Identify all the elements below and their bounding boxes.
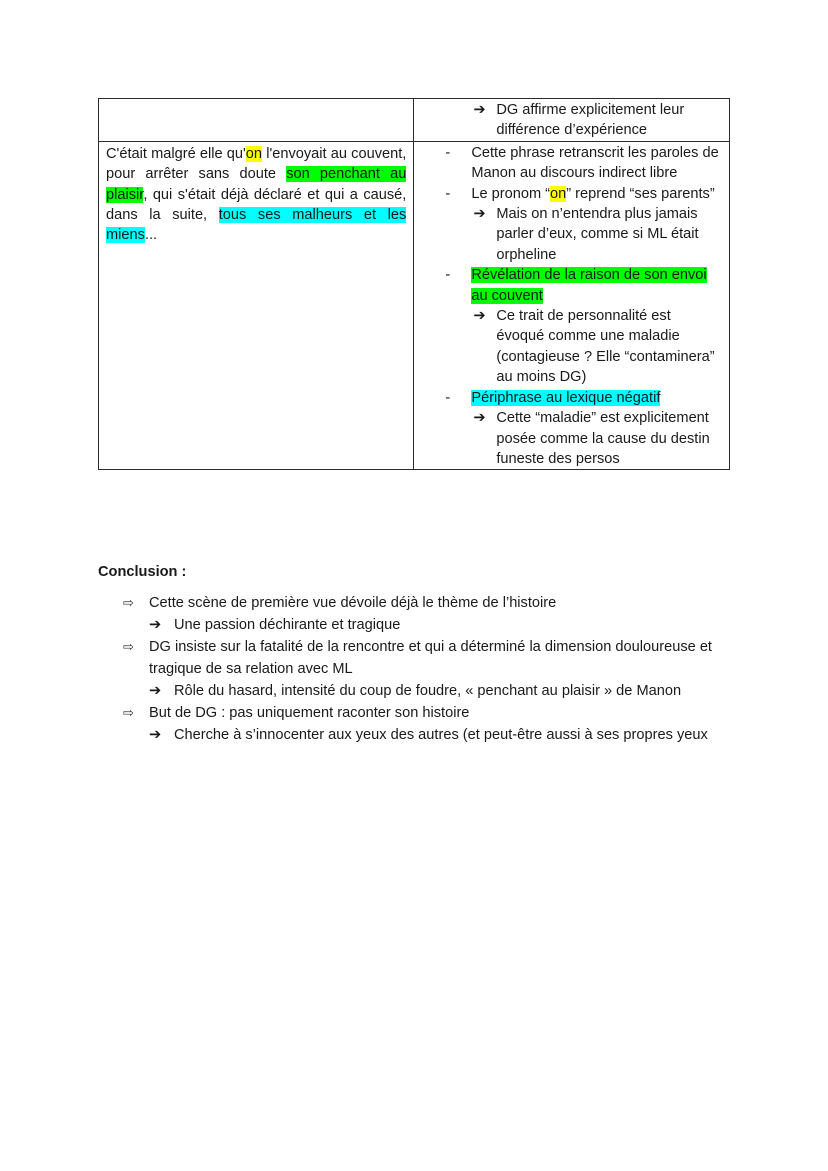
conclusion-subpoint: ➔ Rôle du hasard, intensité du coup de foudre, « penchant au plaisir » de Manon bbox=[98, 680, 738, 702]
conclusion-subpoint: ➔ Cherche à s’innocenter aux yeux des autres (et peut-être aussi à ses propres yeux bbox=[98, 724, 738, 746]
highlight-cyan: tous ses malheurs et les miens bbox=[106, 207, 407, 244]
table-row bbox=[99, 99, 730, 142]
hollow-arrow-icon: ⇨ bbox=[123, 639, 134, 654]
arrow-point: ➔ DG affirme explicitement leur différence d’expérience bbox=[473, 102, 685, 139]
dash-point bbox=[414, 265, 723, 306]
dash-icon: - bbox=[445, 144, 451, 161]
arrow-icon: ➔ bbox=[473, 206, 486, 223]
arrow-icon: ➔ bbox=[149, 683, 162, 699]
dash-icon: - bbox=[445, 389, 451, 406]
arrow-icon: ➔ bbox=[473, 410, 486, 427]
highlight-yellow: on bbox=[550, 185, 567, 202]
arrow-point: ➔ Mais on n’entendra plus jamais parler d’eux, comme si ML était orpheline bbox=[473, 206, 699, 263]
conclusion-subpoint: ➔ Une passion déchirante et tragique bbox=[98, 614, 738, 636]
table-row bbox=[99, 141, 730, 470]
arrow-icon: ➔ bbox=[149, 727, 162, 743]
analysis-table bbox=[98, 98, 730, 470]
table-cell-text bbox=[99, 99, 414, 142]
highlight-yellow: on bbox=[245, 145, 263, 162]
arrow-point: ➔ Cette “maladie” est explicitement posée comme la cause du destin funeste des persos bbox=[473, 410, 710, 467]
arrow-icon: ➔ bbox=[473, 102, 486, 118]
conclusion-title: Conclusion : bbox=[98, 564, 187, 580]
dash-point: - Le pronom “on” reprend “ses parents” bbox=[414, 184, 723, 204]
table-cell-analysis bbox=[414, 99, 730, 142]
dash-point: - Cette phrase retranscrit les paroles de Manon au discours indirect libre bbox=[445, 144, 719, 182]
hollow-arrow-icon: ⇨ bbox=[123, 595, 134, 610]
table-cell-text bbox=[99, 141, 414, 470]
arrow-icon: ➔ bbox=[149, 617, 162, 633]
conclusion-section bbox=[98, 562, 738, 746]
highlight-cyan: Périphrase au lexique négatif bbox=[471, 389, 661, 406]
highlight-green: Révélation de la raison de son envoi au couvent bbox=[471, 267, 707, 304]
dash-point bbox=[414, 388, 723, 408]
dash-icon: - bbox=[445, 267, 451, 284]
conclusion-point: ⇨ Cette scène de première vue dévoile déjà le thème de l’histoire bbox=[98, 592, 738, 614]
dash-icon: - bbox=[445, 185, 451, 202]
arrow-icon: ➔ bbox=[473, 308, 486, 325]
conclusion-point: ⇨ But de DG : pas uniquement raconter son histoire bbox=[98, 702, 738, 724]
hollow-arrow-icon: ⇨ bbox=[123, 705, 134, 720]
quote-text: C'était malgré elle qu'on l'envoyait au couvent, pour arrêter sans doute son penchant au plaisir, qui s'était déjà déclaré et qui a causé, dans la suite, tous ses malheurs et les miens... bbox=[106, 145, 407, 244]
table-cell-analysis bbox=[414, 141, 730, 470]
arrow-point: ➔ Ce trait de personnalité est évoqué comme une maladie (contagieuse ? Elle “contaminera” au moins DG) bbox=[473, 308, 715, 386]
conclusion-point: ⇨ DG insiste sur la fatalité de la rencontre et qui a déterminé la dimension douloureuse et tragique de sa relation avec ML bbox=[98, 636, 738, 680]
highlight-green: son penchant au plaisir bbox=[106, 166, 407, 203]
